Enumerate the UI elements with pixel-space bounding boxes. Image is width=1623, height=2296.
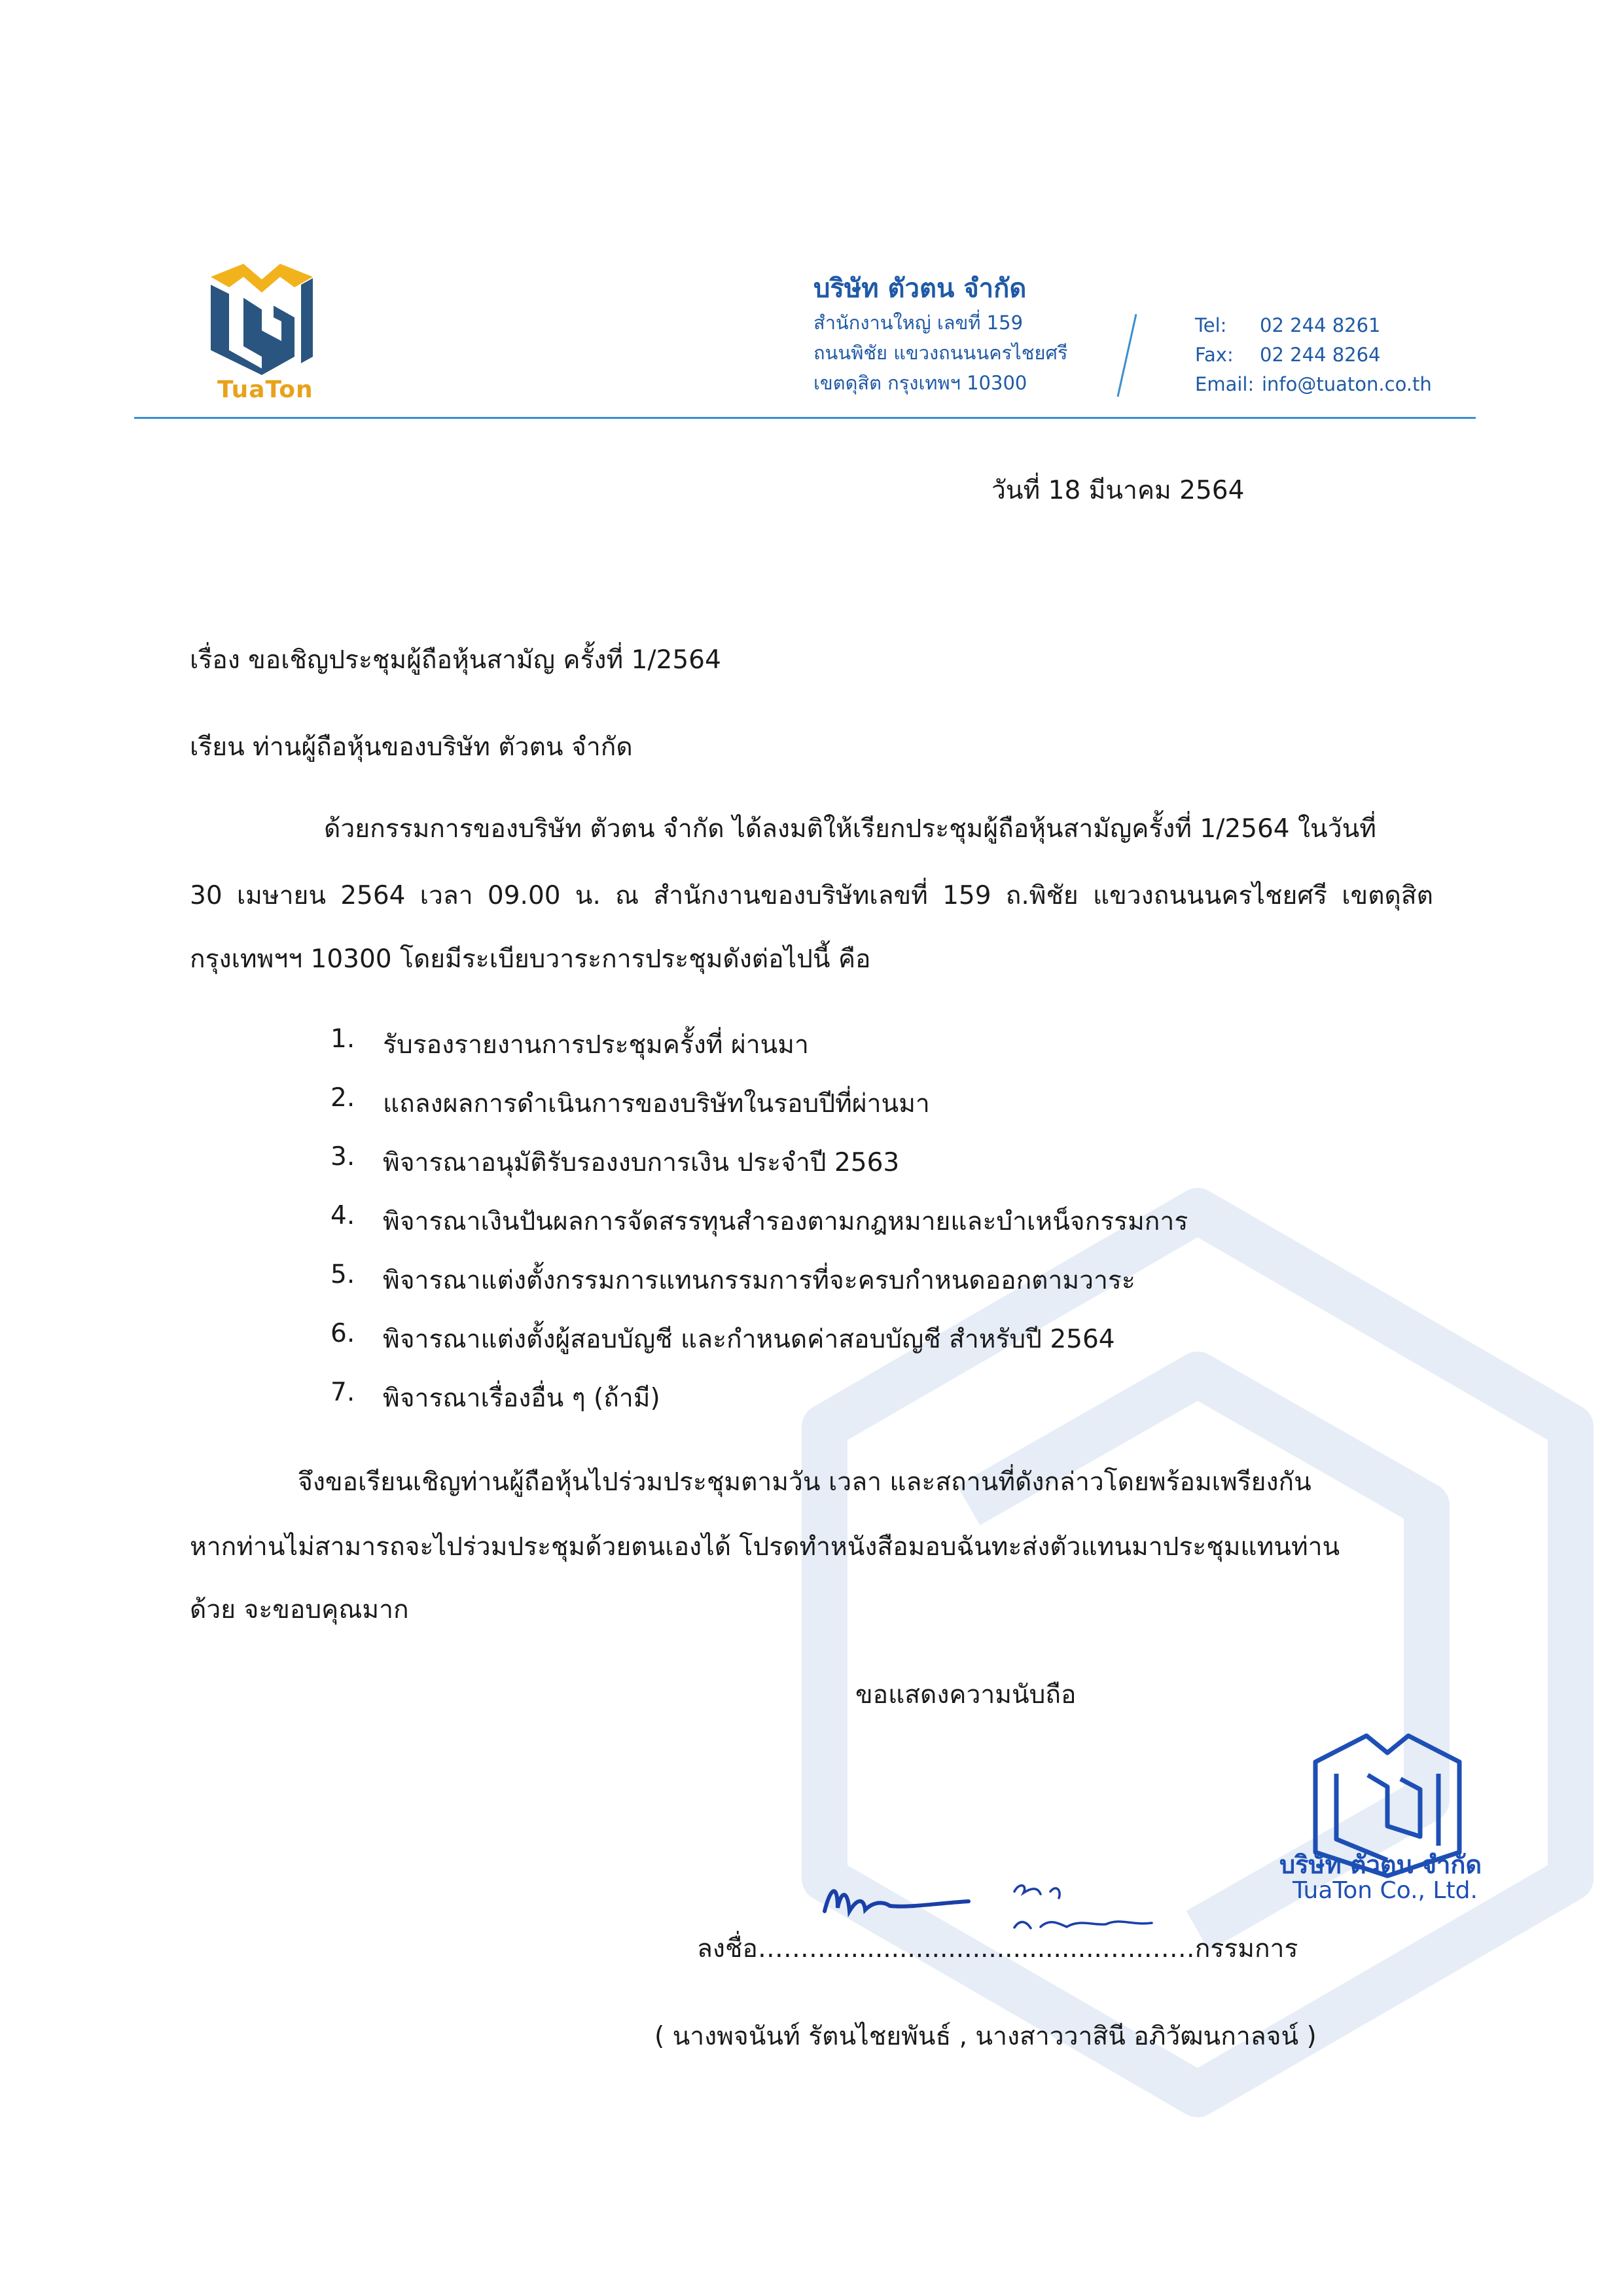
agenda-number: 3. — [330, 1142, 355, 1172]
tel-label: Tel: — [1195, 314, 1227, 336]
intro-line: 30 เมษายน 2564 เวลา 09.00 น. ณ สำนักงานของบริษัทเลขที่ 159 ถ.พิชัย แขวงถนนนครไชยศรี เขตดุสิต — [190, 881, 1433, 910]
agenda-number: 6. — [330, 1319, 355, 1348]
agenda-item: พิจารณาแต่งตั้งกรรมการแทนกรรมการที่จะครบกำหนดออกตามวาระ — [383, 1266, 1135, 1295]
signature-2 — [1001, 1872, 1171, 1937]
tel-value: 02 244 8261 — [1260, 314, 1381, 336]
agenda-item: พิจารณาเรื่องอื่น ๆ (ถ้ามี) — [383, 1384, 660, 1413]
logo-wordmark: TuaTon — [217, 376, 313, 403]
stamp-name-thai: บริษัท ตัวตน จำกัด — [1279, 1850, 1482, 1879]
agenda-number: 2. — [330, 1083, 355, 1113]
agenda-number: 5. — [330, 1260, 355, 1289]
agenda-number: 4. — [330, 1201, 355, 1230]
fax-label: Fax: — [1195, 344, 1234, 366]
email-label: Email: — [1195, 373, 1255, 395]
address-line: สำนักงานใหญ่ เลขที่ 159 — [813, 312, 1024, 334]
signer-names: ( นางพจนันท์ รัตนไชยพันธ์ , นางสาววาสินี อภิวัฒนกาลจน์ ) — [654, 2022, 1317, 2051]
agenda-item: แถลงผลการดำเนินการของบริษัทในรอบปีที่ผ่านมา — [383, 1089, 930, 1119]
intro-line: ด้วยกรรมการของบริษัท ตัวตน จำกัด ได้ลงมติให้เรียกประชุมผู้ถือหุ้นสามัญครั้งที่ 1/2564 ในวันที่ — [324, 814, 1376, 844]
letter-subject: เรื่อง ขอเชิญประชุมผู้ถือหุ้นสามัญ ครั้งที่ 1/2564 — [190, 645, 721, 675]
address-line: เขตดุสิต กรุงเทพฯ 10300 — [813, 372, 1027, 394]
company-name: บริษัท ตัวตน จำกัด — [813, 274, 1027, 304]
address-line: ถนนพิชัย แขวงถนนนครไชยศรี — [813, 342, 1068, 364]
signature-1 — [818, 1872, 975, 1931]
closing-salutation: ขอแสดงความนับถือ — [855, 1680, 1077, 1710]
agenda-item: รับรองรายงานการประชุมครั้งที่ ผ่านมา — [383, 1030, 809, 1060]
agenda-item: พิจารณาอนุมัติรับรองงบการเงิน ประจำปี 2563 — [383, 1148, 900, 1177]
agenda-item: พิจารณาเงินปันผลการจัดสรรทุนสำรองตามกฎหมายและบำเหน็จกรรมการ — [383, 1207, 1188, 1236]
intro-line: กรุงเทพฯฯ 10300 โดยมีระเบียบวาระการประชุมดังต่อไปนี้ คือ — [190, 944, 871, 974]
signature-line: ลงชื่อ……….................................…..……กรรมการ — [697, 1934, 1298, 1964]
header-rule — [134, 417, 1476, 419]
fax-value: 02 244 8264 — [1260, 344, 1381, 366]
closing-paragraph-line: จึงขอเรียนเชิญท่านผู้ถือหุ้นไปร่วมประชุมตามวัน เวลา และสถานที่ดังกล่าวโดยพร้อมเพรียงกัน — [298, 1467, 1311, 1497]
closing-paragraph-line: หากท่านไม่สามารถจะไปร่วมประชุมด้วยตนเองได้ โปรดทำหนังสือมอบฉันทะส่งตัวแทนมาประชุมแทนท่าน — [190, 1532, 1340, 1562]
agenda-item: พิจารณาแต่งตั้งผู้สอบบัญชี และกำหนดค่าสอบบัญชี สำหรับปี 2564 — [383, 1325, 1115, 1354]
letter-date: วันที่ 18 มีนาคม 2564 — [991, 476, 1245, 505]
stamp-name-english: TuaTon Co., Ltd. — [1293, 1877, 1478, 1904]
tuaton-logo-icon — [196, 259, 327, 376]
agenda-number: 1. — [330, 1024, 355, 1054]
agenda-number: 7. — [330, 1378, 355, 1407]
email-value: info@tuaton.co.th — [1262, 373, 1432, 395]
letter-recipient: เรียน ท่านผู้ถือหุ้นของบริษัท ตัวตน จำกัด — [190, 732, 633, 762]
closing-paragraph-line: ด้วย จะขอบคุณมาก — [190, 1595, 409, 1624]
header-divider — [1113, 313, 1139, 398]
